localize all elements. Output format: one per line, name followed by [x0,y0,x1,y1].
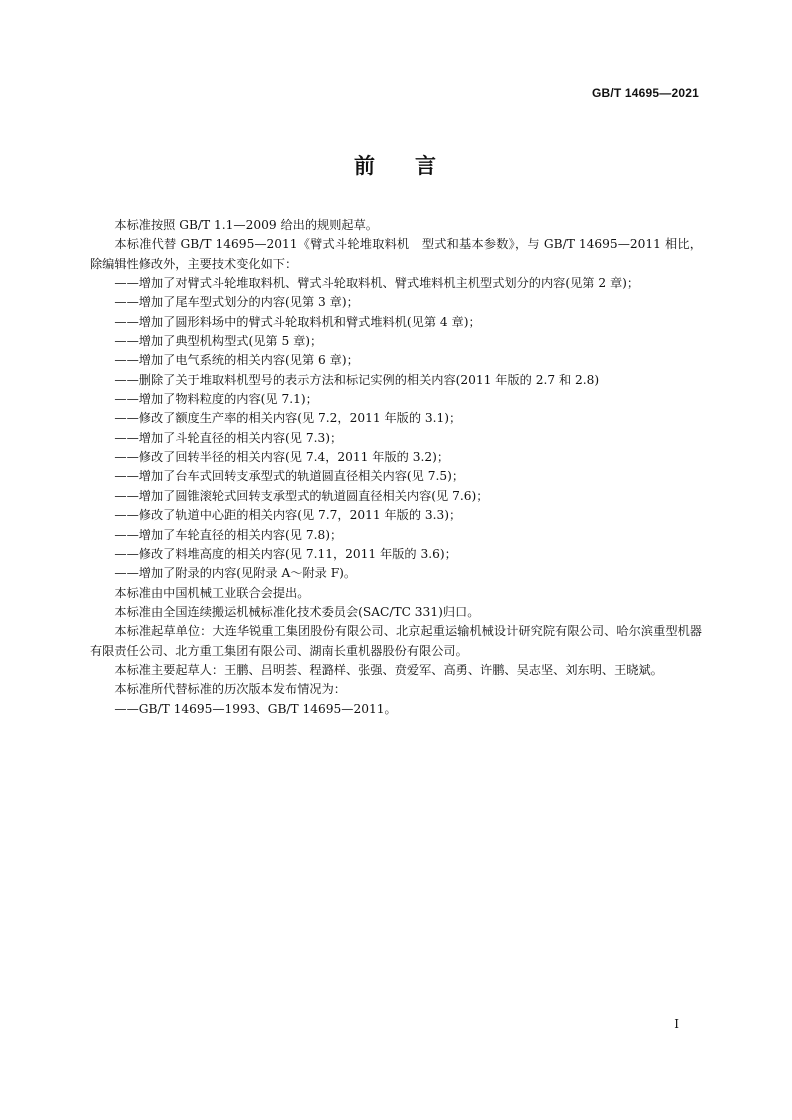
history-item: ——GB/T 14695—1993、GB/T 14695—2011。 [114,701,397,716]
paragraph-drafters: 本标准主要起草人：王鹏、吕明荟、程潞样、张强、贲爱军、高勇、许鹏、吴志坚、刘东明、王晓斌。 [114,662,663,677]
title-char-2: 言 [415,154,438,178]
paragraph-replacement: 本标准代替 GB/T 14695—2011《臂式斗轮堆取料机 型式和基本参数》，与 GB/T 14695—2011 相比，除编辑性修改外，主要技术变化如下： [90,237,702,271]
paragraph-committee: 本标准由全国连续搬运机械标准化技术委员会(SAC/TC 331)归口。 [114,604,480,619]
paragraph-history-intro: 本标准所代替标准的历次版本发布情况为： [114,682,346,697]
change-item: ——修改了轨道中心距的相关内容(见 7.7，2011 年版的 3.3)； [114,508,462,523]
change-item: ——增加了圆形料场中的臂式斗轮取料机和臂式堆料机(见第 4 章)； [114,314,481,329]
paragraph-drafting-units: 本标准起草单位：大连华锐重工集团股份有限公司、北京起重运输机械设计研究院有限公司、哈尔滨重型机器有限责任公司、北方重工集团有限公司、湖南长重机器股份有限公司。 [90,624,702,658]
change-item: ——增加了典型机构型式(见第 5 章)； [114,334,323,349]
change-item: ——增加了对臂式斗轮堆取料机、臂式斗轮取料机、臂式堆料机主机型式划分的内容(见第 2 章)； [114,276,640,291]
change-item: ——增加了圆锥滚轮式回转支承型式的轨道圆直径相关内容(见 7.6)； [114,488,489,503]
change-item: ——修改了料堆高度的相关内容(见 7.11，2011 年版的 3.6)； [114,546,457,561]
change-item: ——增加了附录的内容(见附录 A～附录 F)。 [114,566,357,581]
standard-code: GB/T 14695—2021 [591,86,699,100]
change-item: ——增加了尾车型式划分的内容(见第 3 章)； [114,295,359,310]
change-item: ——修改了额度生产率的相关内容(见 7.2，2011 年版的 3.1)； [114,411,462,426]
change-item: ——增加了电气系统的相关内容(见第 6 章)； [114,353,359,368]
change-item: ——增加了台车式回转支承型式的轨道圆直径相关内容(见 7.5)； [114,469,465,484]
change-item: ——修改了回转半径的相关内容(见 7.4，2011 年版的 3.2)； [114,450,450,465]
foreword-body [90,216,702,719]
change-item: ——增加了物料粒度的内容(见 7.1)； [114,392,318,407]
change-item: ——增加了车轮直径的相关内容(见 7.8)； [114,527,343,542]
page-title [0,150,792,180]
page-number: I [674,1017,679,1031]
change-item: ——删除了关于堆取料机型号的表示方法和标记实例的相关内容(2011 年版的 2.7 和 2.8) [114,372,600,387]
title-char-1: 前 [354,154,377,178]
change-item: ——增加了斗轮直径的相关内容(见 7.3)； [114,430,343,445]
paragraph-proposer: 本标准由中国机械工业联合会提出。 [114,585,310,600]
paragraph-drafting-rules: 本标准按照 GB/T 1.1—2009 给出的规则起草。 [114,218,378,232]
